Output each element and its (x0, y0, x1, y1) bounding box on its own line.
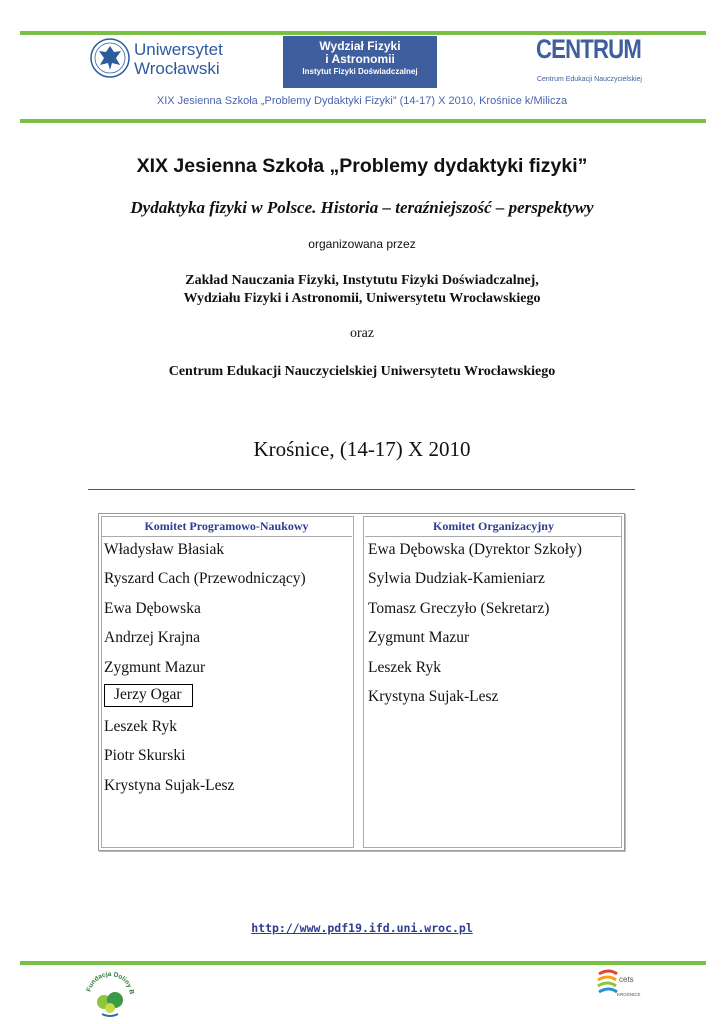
header-green-rule (20, 119, 706, 123)
program-member: Zygmunt Mazur (104, 659, 206, 676)
eagle-emblem-icon (90, 36, 130, 80)
program-member: Andrzej Krajna (104, 629, 200, 646)
institution-line1: Zakład Nauczania Fizyki, Instytutu Fizyki Doświadczalnej, (185, 273, 539, 288)
organizing-member: Sylwia Dudziak-Kamieniarz (368, 570, 545, 587)
organizing-member: Tomasz Greczyło (Sekretarz) (368, 600, 550, 617)
program-committee-heading: Komitet Programowo-Naukowy (144, 519, 309, 533)
institution-line3: Centrum Edukacji Nauczycielskiej Uniwersytetu Wrocławskiego (168, 364, 556, 379)
cets-logo-sub: KROŚNICE (617, 992, 641, 997)
program-member: Władysław Błasiak (104, 541, 225, 558)
wf-logo-line1: Wydział Fizyki (319, 39, 401, 53)
program-heading-rule (101, 536, 352, 537)
organizing-committee-column (363, 514, 624, 850)
program-member: Ewa Dębowska (104, 600, 201, 617)
institution-line2: Wydziału Fizyki i Astronomii, Uniwersytetu Wrocławskiego (183, 291, 541, 306)
program-member: Piotr Skurski (104, 747, 186, 764)
place-and-date: Krośnice, (14-17) X 2010 (253, 437, 471, 461)
program-member: Krystyna Sujak-Lesz (104, 777, 235, 794)
cets-logo (595, 966, 641, 1002)
cets-logo-word: cets (619, 975, 634, 984)
wydzial-fizyki-logo (283, 36, 437, 88)
organizing-member: Leszek Ryk (368, 659, 441, 676)
program-committee-frame (101, 516, 354, 848)
running-header: XIX Jesienna Szkoła „Problemy Dydaktyki Fizyki” (14-17) X 2010, Krośnice k/Milicza (156, 95, 568, 107)
svg-text:Fundacja Doliny Baryczy (82, 966, 135, 995)
oraz-label: oraz (349, 326, 375, 341)
program-member-boxed: Jerzy Ogar (104, 684, 193, 707)
program-committee-column (99, 514, 354, 850)
centrum-wordmark: CENTRUM (536, 34, 641, 64)
centrum-logo (512, 34, 642, 88)
section-divider (88, 489, 635, 490)
uw-logo-line1: Uniwersytet (134, 40, 223, 59)
uniwersytet-wroclawski-logo (90, 36, 240, 84)
footer-green-rule (20, 961, 706, 965)
program-member: Leszek Ryk (104, 718, 177, 735)
organizing-member: Ewa Dębowska (Dyrektor Szkoły) (368, 541, 582, 558)
uw-logo-line2: Wrocławski (134, 59, 220, 78)
committees-table (98, 513, 625, 851)
program-member: Ryszard Cach (Przewodniczący) (104, 570, 306, 587)
organizing-heading-rule (365, 536, 622, 537)
wf-logo-line2: i Astronomii (325, 52, 395, 66)
wf-logo-line3: Instytut Fizyki Doświadczalnej (302, 67, 418, 76)
conference-url-link[interactable]: http://www.pdf19.ifd.uni.wroc.pl (251, 921, 473, 935)
page-subtitle: Dydaktyka fizyki w Polsce. Historia – teraźniejszość – perspektywy (130, 198, 594, 217)
fdb-logo-text: Fundacja Doliny B (85, 970, 135, 995)
organized-by-label: organizowana przez (308, 237, 416, 251)
fundacja-doliny-baryczy-logo (82, 966, 138, 1022)
page-title: XIX Jesienna Szkoła „Problemy dydaktyki fizyki” (136, 155, 588, 177)
organizing-member: Krystyna Sujak-Lesz (368, 688, 499, 705)
centrum-subtitle: Centrum Edukacji Nauczycielskiej (536, 76, 642, 83)
organizing-committee-heading: Komitet Organizacyjny (433, 519, 554, 533)
organizing-member: Zygmunt Mazur (368, 629, 470, 646)
uw-logo-text (134, 40, 223, 78)
organizing-committee-frame (363, 516, 622, 848)
